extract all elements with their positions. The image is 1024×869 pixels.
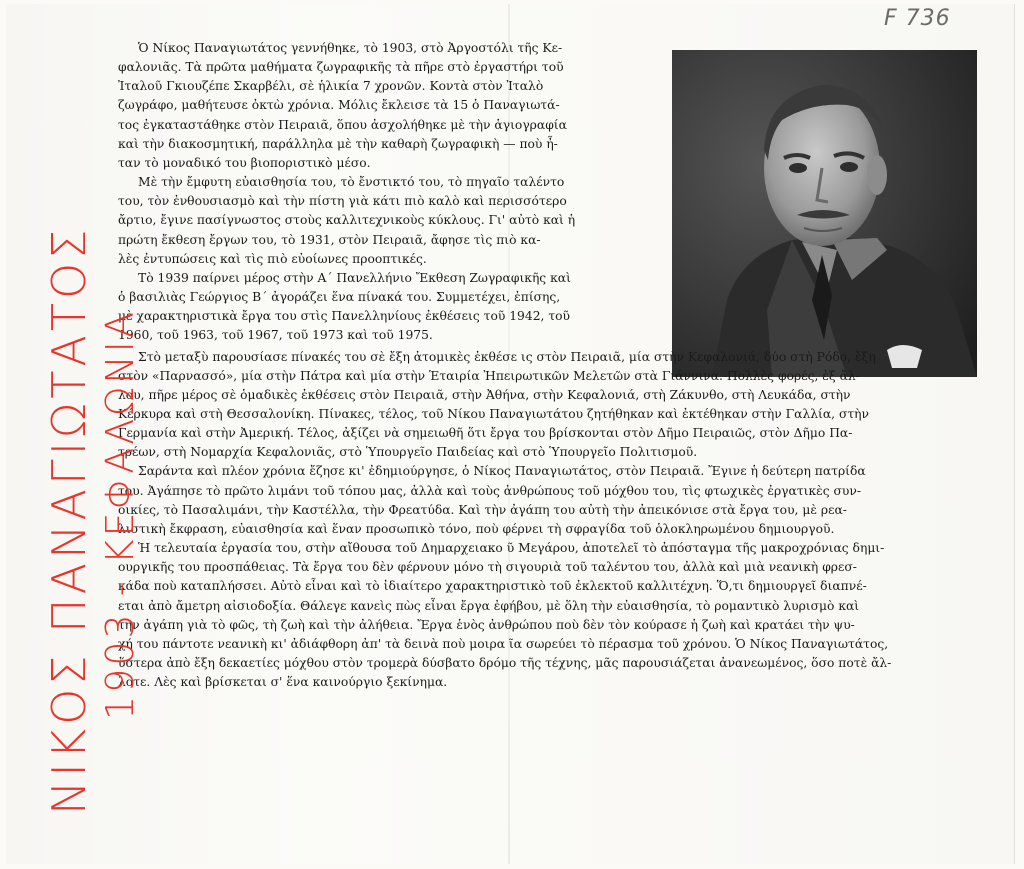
text-line: ταν τὸ μοναδικό του βιοποριστικὸ μέσο. [118, 155, 371, 170]
text-line: οικίες, τὸ Πασαλιμάνι, τὴν Καστέλλα, τὴν Φρεατύδα. Καὶ τὴν ἀγάπη του αὐτὴ τὴν ἀπεικόνισε στὰ ἔργα του, μὲ ρεα- [118, 502, 847, 517]
text-line: τρέων, στὴ Νομαρχία Κεφαλονιᾶς, στὸ Ὑπουργεῖο Παιδείας καὶ στὸ Ὑπουργεῖο Πολιτισμοῦ. [118, 445, 698, 460]
text-line: φαλονιᾶς. Τὰ πρῶτα μαθήματα ζωγραφικῆς τὰ πῆρε στὸ ἐργαστήρι τοῦ [118, 60, 564, 75]
text-line: Σαράντα καὶ πλέον χρόνια ἔζησε κι' ἐδημιούργησε, ὁ Νίκος Παναγιωτάτος, στὸν Πειραιᾶ. Ἔγινε ἡ δεύτερη πατρίδα [138, 464, 866, 479]
text-line: Ἡ τελευταία ἐργασία του, στὴν αἴθουσα τοῦ Δημαρχειακο ῦ Μεγάρου, ἀποτελεῖ τὸ ἀπόσταγμα τῆς μακροχρόνιας δημι- [138, 541, 885, 556]
text-line: εται ἀπὸ ἄμετρη αἰσιοδοξία. Θάλεγε κανεὶς πὼς εἶναι ἔργα ἐφήβου, μὲ ὅλη τὴν εὐαισθησία, τὸ ρομαντικὸ λυρισμὸ καὶ [118, 598, 860, 613]
text-line: ὕστερα ἀπὸ ἔξη δεκαετίες μόχθου στὸν τρομερὰ δύσβατο δρόμο τῆς τέχνης, μᾶς παρουσιάζεται ἀνανεωμένος, ὅσο ποτὲ ἄλ- [118, 656, 892, 670]
handwritten-name: ΝΙΚΟΣ ΠΑΝΑΓΙΩΤΑΤΟΣ [42, 225, 96, 815]
text-line: ουργικῆς του προσπάθειας. Τὰ ἔργα του δὲν φέρνουν μόνο τὴ σιγουριὰ τοῦ ταλέντου του, ἀλλὰ καὶ μιὰ νεανικὴ φρεσ- [118, 560, 857, 575]
biography-text [118, 39, 978, 692]
text-line: Στὸ μεταξὺ παρουσίασε πίνακές του σὲ ἔξη ἀτομικὲς ἐκθέσε ις στὸν Πειραιᾶ, μία στὴν Κεφαλονιά, δύο στὴ Ρόδο, ἔξη [138, 349, 876, 364]
text-line: ἄρτιο, ἔγινε πασίγνωστος στοὺς καλλιτεχνικοὺς κύκλους. Γι' αὐτὸ καὶ ἡ [118, 213, 576, 228]
text-line: 1960, τοῦ 1963, τοῦ 1967, τοῦ 1973 καὶ τοῦ 1975. [118, 328, 433, 343]
text-line: λὲς ἐντυπώσεις καὶ τὶς πιὸ εὐοίωνες προοπτικές. [118, 251, 427, 266]
paragraph-1 [118, 39, 655, 173]
text-line: χή του πάντοτε νεανικὴ κι' ἀδιάφθορη ἀπ' τὰ δεινὰ ποὺ μοιρα ῖα σωρεύει τὸ πέρασμα τοῦ χρόνου. Ὁ Νίκος Παναγιωτάτος, [118, 636, 889, 651]
text-line: του. Ἀγάπησε τὸ πρῶτο λιμάνι τοῦ τόπου μας, ἀλλὰ καὶ τοὺς ἀνθρώπους τοῦ μόχθου του, τὶς φτωχικὲς ἐργατικὲς συν- [118, 483, 862, 498]
text-line: κάδα ποὺ καταπλήσσει. Αὐτὸ εἶναι καὶ τὸ ἰδιαίτερο χαρακτηριστικὸ τοῦ ἐκλεκτοῦ καλλιτέχνη. Ὅ,τι δημιουργεῖ διαπνέ- [118, 579, 867, 594]
text-line: λοτε. Λὲς καὶ βρίσκεται σ' ἕνα καινούργιο ξεκίνημα. [118, 675, 448, 690]
text-line: Μὲ τὴν ἔμφυτη εὐαισθησία του, τὸ ἔνστικτό του, τὸ πηγαῖο ταλέντο [138, 175, 565, 190]
text-line: πρώτη ἔκθεση ἔργων του, τὸ 1931, στὸν Πειραιᾶ, ἄφησε τὶς πιὸ κα- [118, 232, 541, 247]
paragraph-6 [118, 539, 978, 692]
text-line: Ἰταλοῦ Γκιουζέπε Σκαρβέλι, σὲ ἡλικία 7 χρονῶν. Κοντὰ στὸν Ἰταλὸ [118, 79, 544, 94]
paragraph-2 [118, 173, 655, 269]
text-line: τος ἐγκαταστάθηκε στὸν Πειραιᾶ, ὅπου ἀσχολήθηκε μὲ τὴν ἁγιογραφία [118, 117, 567, 132]
paragraph-3 [118, 269, 655, 346]
paragraph-4 [118, 348, 978, 463]
handwritten-date-place: 1903 - ΚΕΦΑΛΩΝΙΑ [98, 309, 142, 720]
archive-code: F 736 [884, 6, 951, 31]
text-line: ὁ βασιλιὰς Γεώργιος Β΄ ἀγοράζει ἕνα πίνακά του. Συμμετέχει, ἐπίσης, [118, 290, 561, 305]
text-line: Γερμανία καὶ στὴν Ἀμερική. Τέλος, ἀξίζει νὰ σημειωθῆ ὅτι ἔργα του βρίσκονται στὸν Δῆμο Πειραιῶς, στὸν Δῆμο Πα- [118, 426, 853, 441]
text-line: λιστικὴ ἔκφραση, εὐαισθησία καὶ ἕναν προσωπικὸ τόνο, ποὺ φέρνει τὴ σφραγίδα τοῦ ὁλοκληρωμένου δημιουργοῦ. [118, 521, 835, 536]
text-line: μὲ χαρακτηριστικὰ ἔργα του στὶς Πανελληνίους ἐκθέσεις τοῦ 1942, τοῦ [118, 309, 571, 324]
text-line: καὶ τὴν διακοσμητική, παράλληλα μὲ τὴν καθαρὴ ζωγραφικὴ — ποὺ ἦ- [118, 136, 558, 151]
text-line: τὴν ἀγάπη γιὰ τὸ φῶς, τὴ ζωὴ καὶ τὴν ἀλήθεια. Ἔργα ἑνὸς ἀνθρώπου ποὺ δὲν τὸν κούρασε ἡ ζωὴ καὶ κρατάει τὴν ψυ- [118, 617, 855, 632]
top-column [118, 39, 655, 346]
text-line: Ὁ Νίκος Παναγιωτάτος γεννήθηκε, τὸ 1903, στὸ Ἀργοστόλι τῆς Κε- [138, 41, 563, 55]
text-line: του, τὸν ἐνθουσιασμὸ καὶ τὴν πίστη γιὰ κάτι πιὸ καλὸ καὶ περισσότερο [118, 194, 567, 209]
text-line: ζωγράφο, μαθήτευσε ὀκτὼ χρόνια. Μόλις ἔκλεισε τὰ 15 ὁ Παναγιωτά- [118, 98, 560, 113]
text-line: Τὸ 1939 παίρνει μέρος στὴν Α΄ Πανελλήνιο Ἔκθεση Ζωγραφικῆς καὶ [138, 270, 571, 285]
text-line: στὸν «Παρνασσό», μία στὴν Πάτρα καὶ μία στὴν Ἑταιρία Ἠπειρωτικῶν Μελετῶν στὰ Γιάννινα. Πολλὲς φορές, ἐξ ἄλ- [118, 368, 860, 383]
text-line: Κέρκυρα καὶ στὴ Θεσσαλονίκη. Πίνακες, τέλος, τοῦ Νίκου Παναγιωτάτου ζητήθηκαν καὶ ἐκτέθηκαν στὴν Γαλλία, στὴν [118, 406, 870, 421]
paragraph-5 [118, 462, 978, 539]
text-line: λου, πῆρε μέρος σὲ ὁμαδικὲς ἐκθέσεις στὸν Πειραιᾶ, στὴν Ἀθήνα, στὴν Κεφαλονιά, στὴ Ζάκυνθο, στὴ Λευκάδα, στὴν [118, 387, 851, 402]
